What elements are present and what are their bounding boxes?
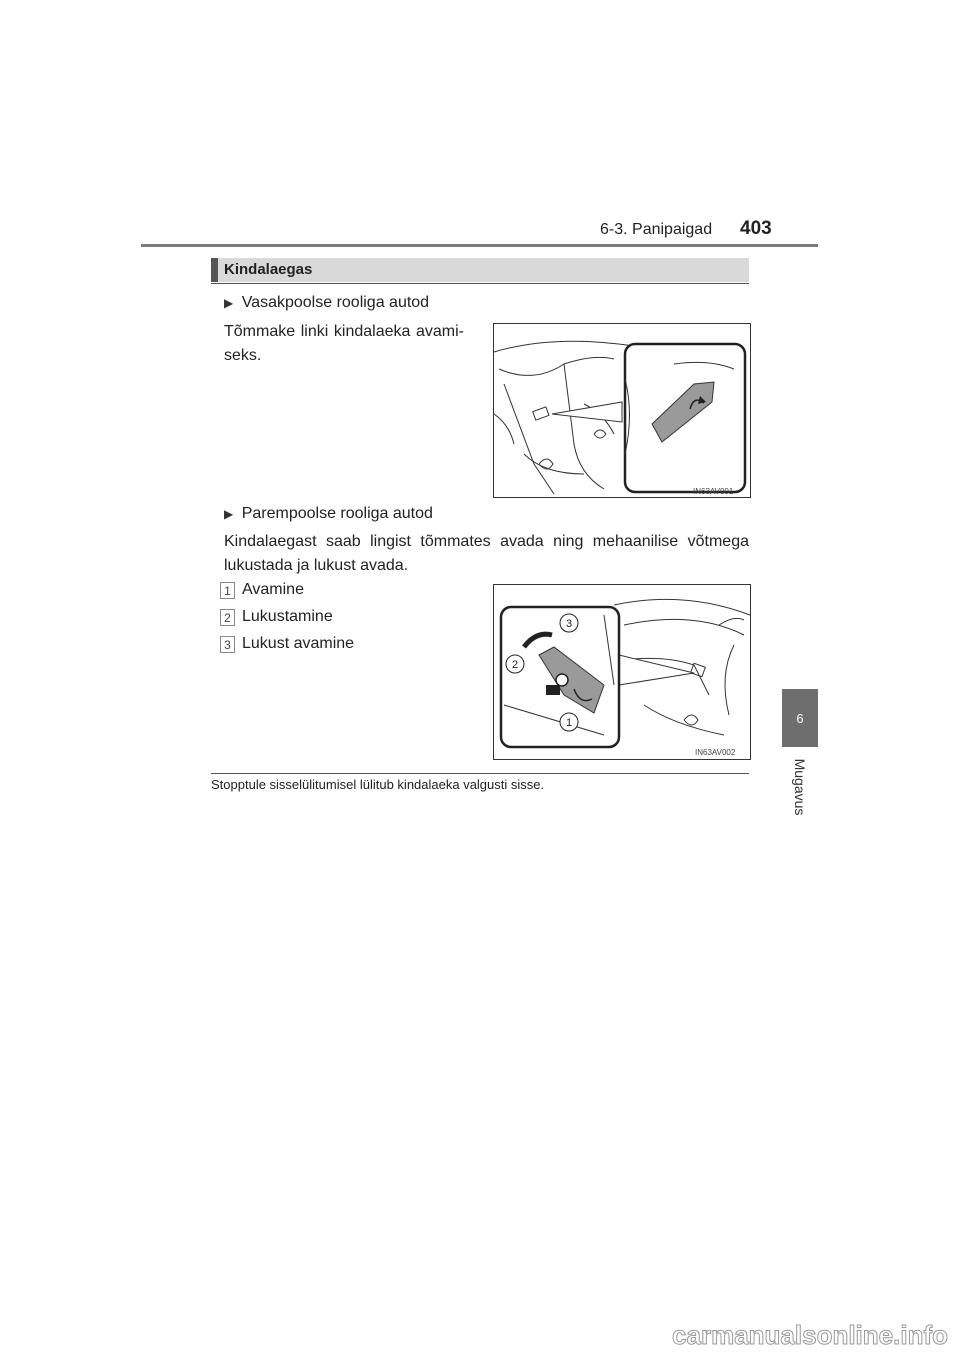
page-number: 403 — [740, 218, 772, 239]
callout-2: 2 — [511, 659, 519, 671]
rhd-text-line1: Kindalaegast saab lingist tõmmates avada ning mehaanilise võtmega — [224, 533, 749, 550]
header-divider — [141, 244, 818, 247]
list-number: 1 — [220, 582, 235, 599]
rhd-heading: Parempoolse rooliga autod — [241, 505, 433, 522]
rhd-instruction — [224, 530, 749, 578]
glovebox-lhd-figure — [493, 323, 751, 498]
lhd-instruction — [224, 320, 464, 368]
list-label: Lukust avamine — [242, 635, 355, 652]
triangle-right-icon: ▶ — [224, 507, 234, 521]
footnote-text: Stopptule sisselülitumisel lülitub kindalaeka valgusti sisse. — [211, 777, 545, 792]
chapter-tab — [782, 689, 818, 747]
glovebox-lhd-illustration — [494, 324, 750, 497]
figure-code-1: IN63AV001 — [693, 487, 734, 496]
glovebox-rhd-illustration — [494, 585, 750, 759]
section-title: Kindalaegas — [224, 261, 313, 278]
header-section-title: 6-3. Panipaigad — [600, 221, 713, 238]
chapter-title-vertical — [785, 757, 815, 817]
list-number: 3 — [220, 636, 235, 653]
footnote-divider — [211, 773, 749, 774]
glovebox-rhd-figure — [493, 584, 751, 760]
list-label: Lukustamine — [242, 608, 333, 625]
lhd-text-line1: Tõmmake linki kindalaeka avami- — [224, 323, 464, 340]
lhd-heading-row — [224, 294, 429, 312]
triangle-right-icon: ▶ — [224, 296, 234, 310]
figure-code-2: IN63AV002 — [695, 748, 736, 757]
callout-3: 3 — [565, 618, 573, 630]
section-underline — [211, 283, 749, 284]
list-number: 2 — [220, 609, 235, 626]
chapter-number: 6 — [796, 710, 804, 726]
chapter-title: Mugavus — [792, 758, 808, 816]
callout-1: 1 — [565, 717, 573, 729]
list-label: Avamine — [242, 581, 304, 598]
rhd-heading-row — [224, 505, 433, 523]
section-bar-accent — [211, 258, 218, 282]
watermark-text: carmanualsonline.info — [672, 1320, 948, 1350]
lhd-heading: Vasakpoolse rooliga autod — [241, 294, 430, 311]
watermark-logo — [578, 1320, 950, 1352]
rhd-text-line2: lukustada ja lukust avada. — [224, 557, 409, 574]
lhd-text-line2: seks. — [224, 347, 262, 364]
